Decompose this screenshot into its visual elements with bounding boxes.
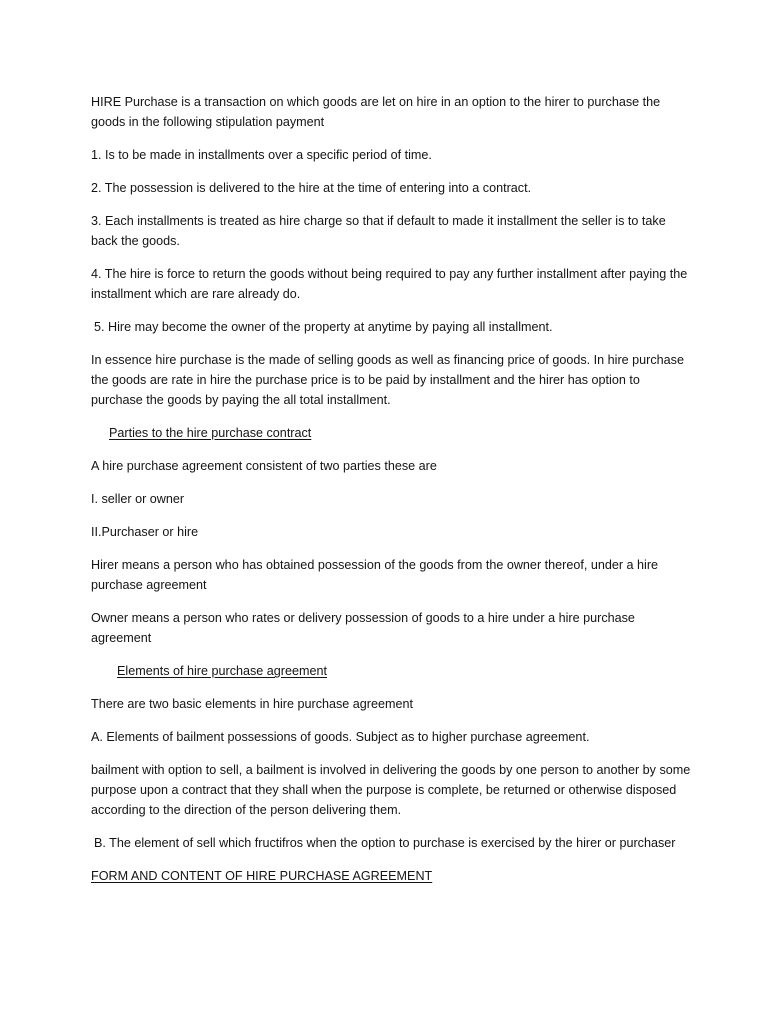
document-body [91, 92, 691, 899]
element-a: A. Elements of bailment possessions of goods. Subject as to higher purchase agreement. [91, 730, 590, 744]
essence-paragraph: In essence hire purchase is the made of selling goods as well as financing price of goods. In hire purchase the goods are rate in hire the purchase price is to be paid by installment and the hirer has option to purchase the goods by paying the all total installment. [91, 353, 684, 407]
list-item-1: 1. Is to be made in installments over a specific period of time. [91, 148, 432, 162]
list-item-3: 3. Each installments is treated as hire charge so that if default to made it installment the seller is to take back the goods. [91, 214, 666, 248]
list-item-5: 5. Hire may become the owner of the property at anytime by paying all installment. [94, 320, 553, 334]
form-heading: FORM AND CONTENT OF HIRE PURCHASE AGREEMENT [91, 869, 433, 883]
list-item-4: 4. The hire is force to return the goods without being required to pay any further installment after paying the installment which are rare already do. [91, 267, 688, 301]
bailment-paragraph: bailment with option to sell, a bailment is involved in delivering the goods by one person to another by some purpose upon a contract that they shall when the purpose is complete, be returned or otherwise disposed according to the direction of the person delivering them. [91, 763, 691, 817]
parties-heading: Parties to the hire purchase contract [109, 426, 312, 440]
elements-heading-row [91, 661, 691, 681]
list-item-2: 2. The possession is delivered to the hire at the time of entering into a contract. [91, 181, 532, 195]
intro-paragraph: HIRE Purchase is a transaction on which goods are let on hire in an option to the hirer to purchase the goods in the following stipulation payment [91, 95, 661, 129]
hirer-definition: Hirer means a person who has obtained possession of the goods from the owner thereof, under a hire purchase agreement [91, 558, 659, 592]
party-item-2: II.Purchaser or hire [91, 525, 199, 539]
element-b: B. The element of sell which fructifros when the option to purchase is exercised by the hirer or purchaser [94, 836, 676, 850]
owner-definition: Owner means a person who rates or delivery possession of goods to a hire under a hire purchase agreement [91, 611, 635, 645]
parties-heading-row [91, 423, 691, 443]
parties-paragraph: A hire purchase agreement consistent of two parties these are [91, 459, 437, 473]
elements-heading: Elements of hire purchase agreement [117, 664, 328, 678]
form-heading-row [91, 866, 691, 886]
elements-paragraph: There are two basic elements in hire purchase agreement [91, 697, 414, 711]
party-item-1: I. seller or owner [91, 492, 185, 506]
